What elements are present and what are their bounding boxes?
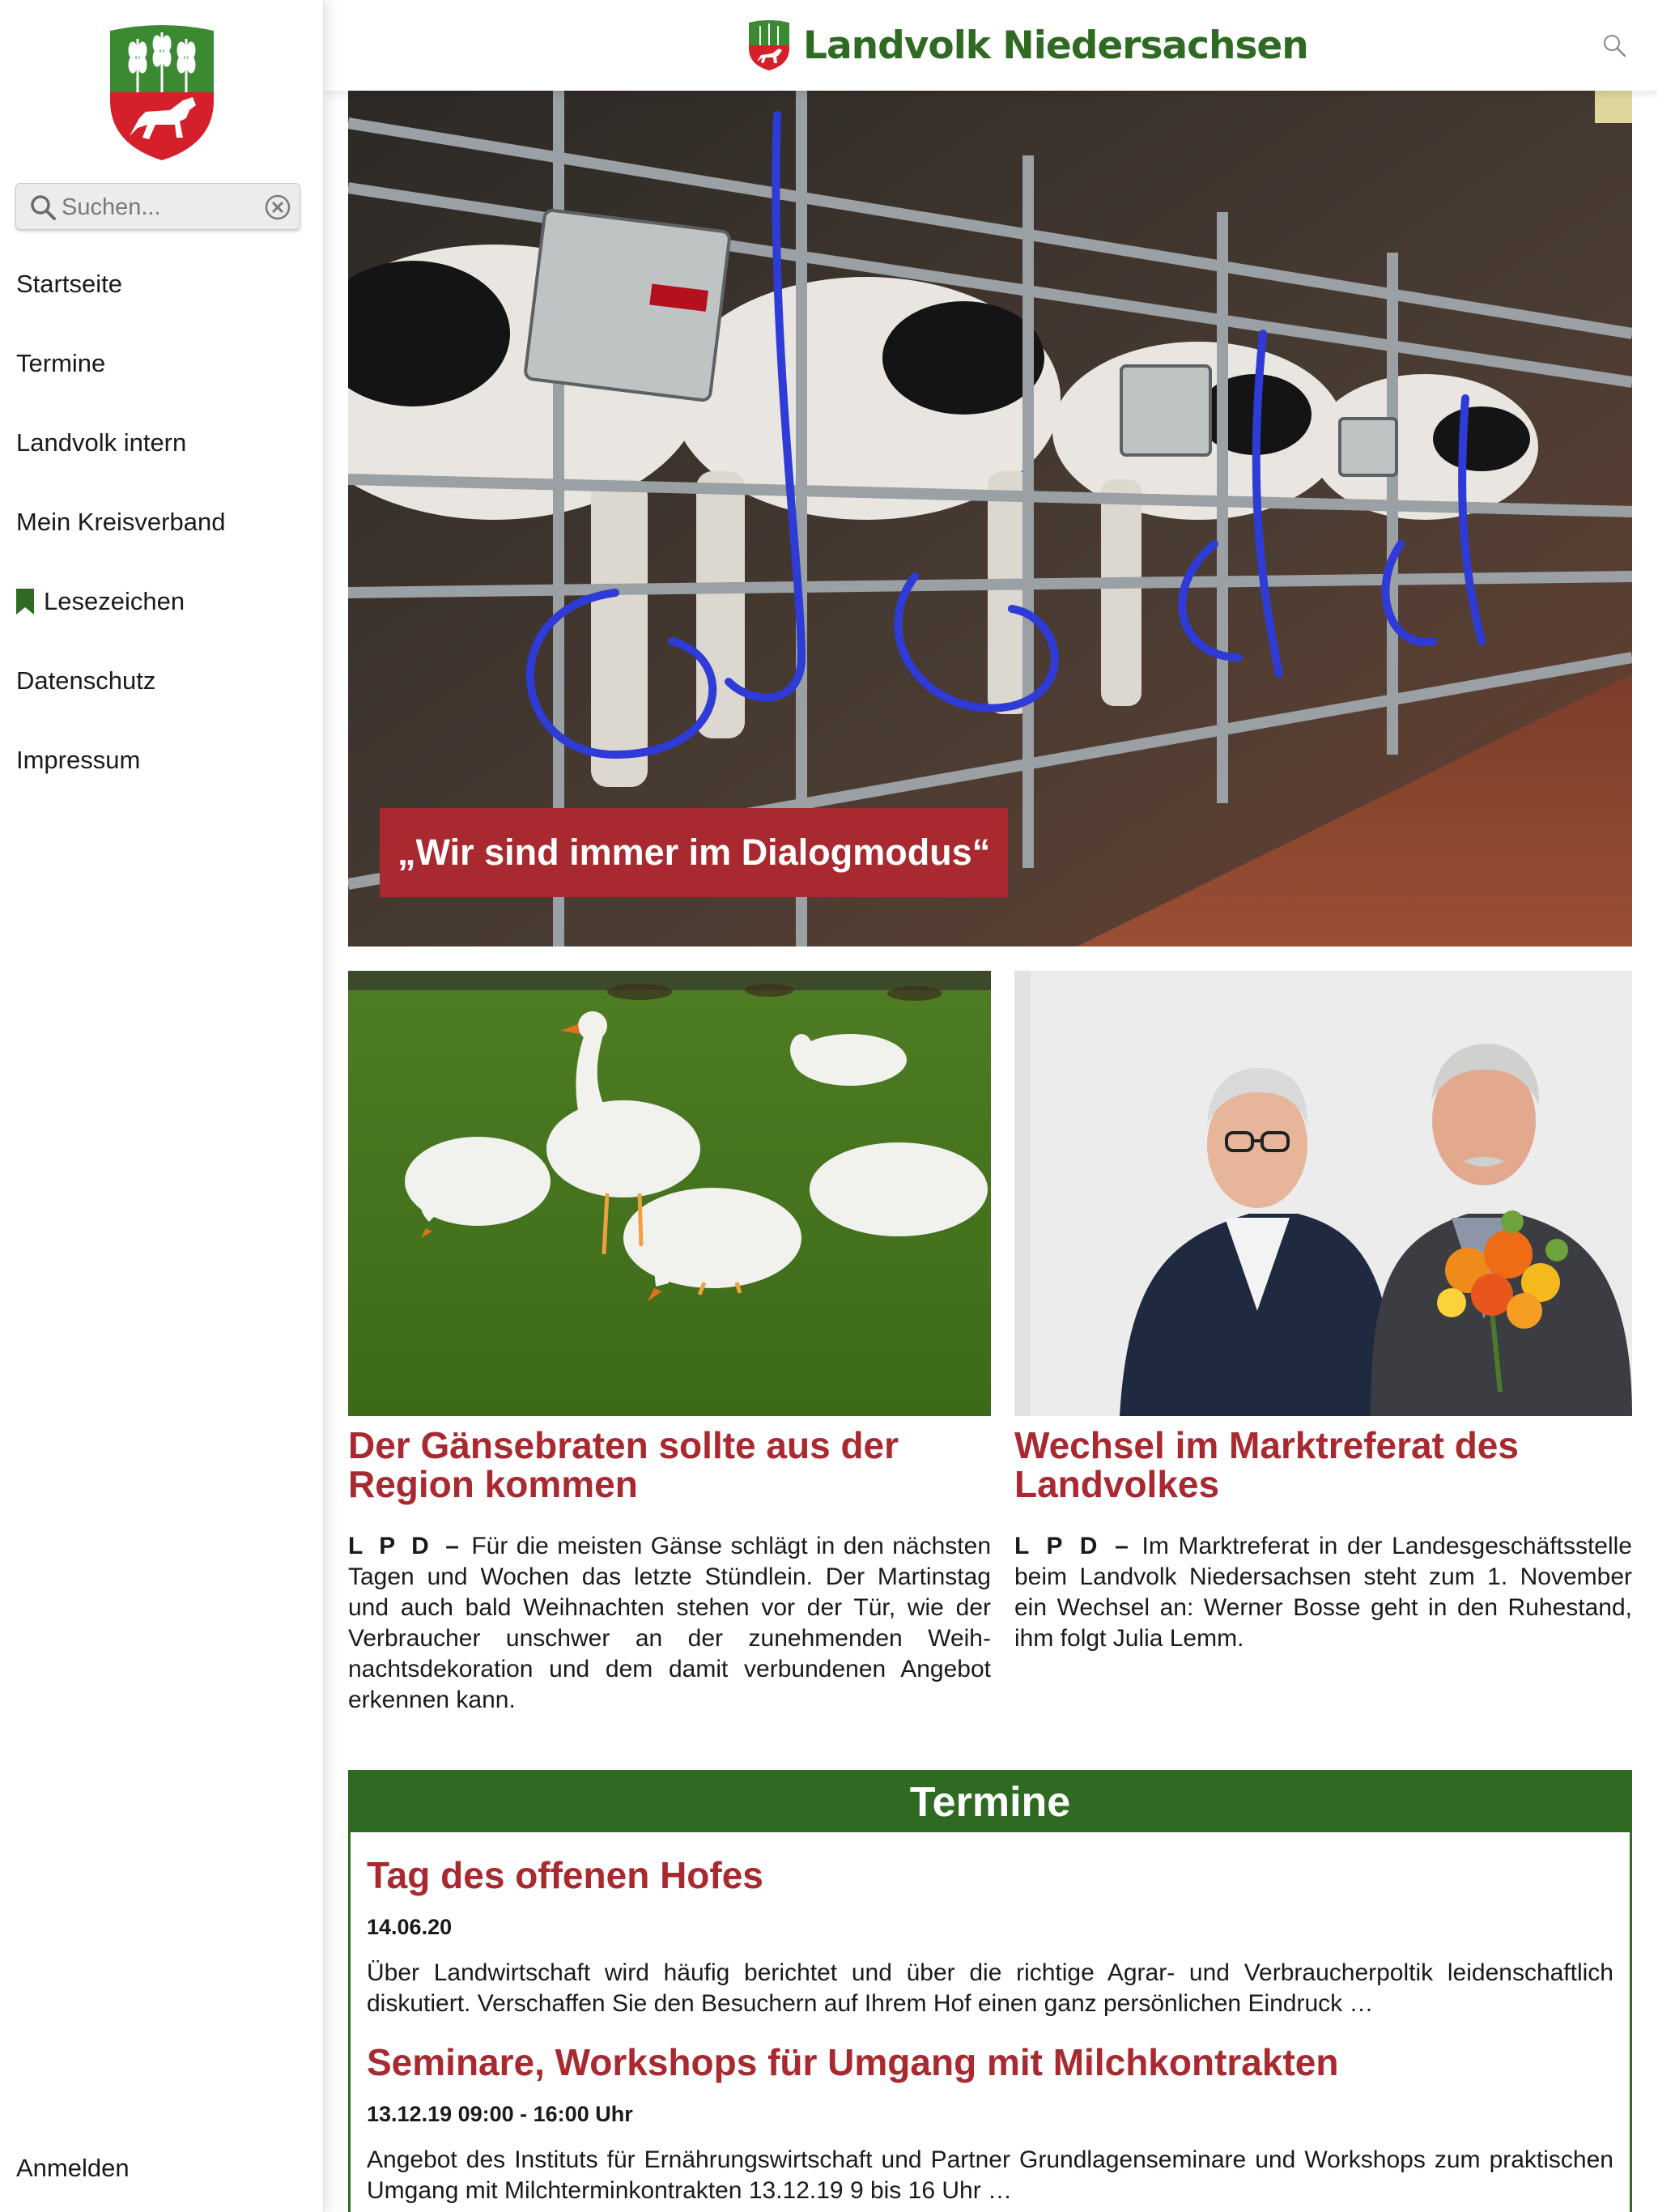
crest-logo[interactable] [105, 23, 219, 162]
event-title[interactable]: Seminare, Workshops für Umgang mit Milchkontrakten [367, 2041, 1339, 2083]
search-icon[interactable] [1601, 32, 1627, 58]
sidebar-item-label: Impressum [16, 746, 141, 774]
event-description: Über Landwirtschaft wird häufig berichtet und über die richtige Agrar- und Verbraucherpoltik leidenschaftlich diskutiert. Verschaffen Sie den Besuchern auf Ihrem Hof einen ganz persönlichen Eindruck … [367, 1959, 1613, 2017]
sidebar-item-label: Datenschutz [16, 666, 156, 695]
event-description: Angebot des Instituts für Ernährungswirtschaft und Partner Grundlagenseminare und Workshops zum praktischen Umgang mit Milchterminkontrakten 13.12.19 9 bis 16 Uhr … [367, 2146, 1613, 2204]
article-title[interactable]: Der Gänsebraten sollte aus der Region kommen [348, 1424, 899, 1505]
clear-search-icon[interactable] [264, 194, 291, 221]
sidebar-item-impressum[interactable] [0, 721, 324, 800]
event-date: 14.06.20 [367, 1915, 453, 1939]
event-item[interactable] [351, 1853, 1630, 2019]
sidebar-nav [0, 245, 324, 800]
article-teaser-text: Im Marktreferat in der Landesgeschäftsstelle beim Landvolk Niedersachsen steht zum 1. November ein Wechsel an: Werner Bosse geht in den Ruhestand, ihm folgt Julia Lemm. [1014, 1533, 1632, 1652]
sidebar-item-lesezeichen[interactable] [0, 562, 324, 641]
sidebar-item-label: Mein Kreisverband [16, 508, 226, 536]
sidebar-item-label: Lesezeichen [44, 587, 185, 615]
article-card[interactable] [1014, 971, 1632, 1654]
event-item[interactable] [351, 2040, 1630, 2206]
sidebar-item-datenschutz[interactable] [0, 641, 324, 721]
search-icon [29, 194, 57, 221]
article-image [348, 971, 991, 1416]
event-date: 13.12.19 09:00 - 16:00 Uhr [367, 2102, 633, 2126]
article-image [1014, 971, 1632, 1416]
sidebar-item-startseite[interactable] [0, 245, 324, 324]
article-source: L P D – [348, 1533, 463, 1559]
sidebar-item-label: Landvolk intern [16, 428, 187, 457]
article-teaser [1014, 1531, 1632, 1654]
top-bar [324, 0, 1658, 91]
sidebar-item-landvolk-intern[interactable] [0, 403, 324, 483]
sidebar-item-termine[interactable] [0, 324, 324, 403]
sidebar-item-mein-kreisverband[interactable] [0, 483, 324, 562]
event-title[interactable]: Tag des offenen Hofes [367, 1854, 763, 1896]
geese-image [348, 971, 991, 1416]
crest-icon [746, 19, 792, 71]
sidebar-search[interactable] [15, 183, 300, 230]
search-input[interactable] [62, 190, 264, 224]
article-source: L P D – [1014, 1533, 1133, 1559]
login-link[interactable]: Anmelden [16, 2154, 130, 2182]
article-teaser-text: Für die meisten Gänse schlägt in den nächsten Tagen und Wochen das letzte Stündlein. Der Martinstag und auch bald Weihnachten stehen vor der Tür, wie der Verbraucher unschwer an der zunehmenden Weihnachtsdekoration und dem damit verbundenen Angebot erkennen kann. [348, 1533, 992, 1713]
hero-article[interactable] [348, 91, 1632, 946]
article-teaser [348, 1531, 991, 1716]
brand-logo[interactable] [746, 16, 1308, 74]
sidebar-item-label: Termine [16, 349, 106, 377]
portrait-image [1014, 971, 1632, 1416]
sidebar-item-label: Startseite [16, 270, 122, 298]
article-title[interactable]: Wechsel im Marktreferat des Landvolkes [1014, 1424, 1519, 1505]
termine-section [348, 1770, 1632, 2212]
hero-caption[interactable]: „Wir sind immer im Dialogmodus“ [380, 808, 1008, 897]
termine-heading[interactable]: Termine [351, 1772, 1630, 1832]
brand-name: Landvolk Niedersachsen [803, 23, 1308, 68]
article-card[interactable] [348, 971, 991, 1716]
bookmark-icon [16, 589, 34, 615]
sidebar [0, 0, 324, 2212]
